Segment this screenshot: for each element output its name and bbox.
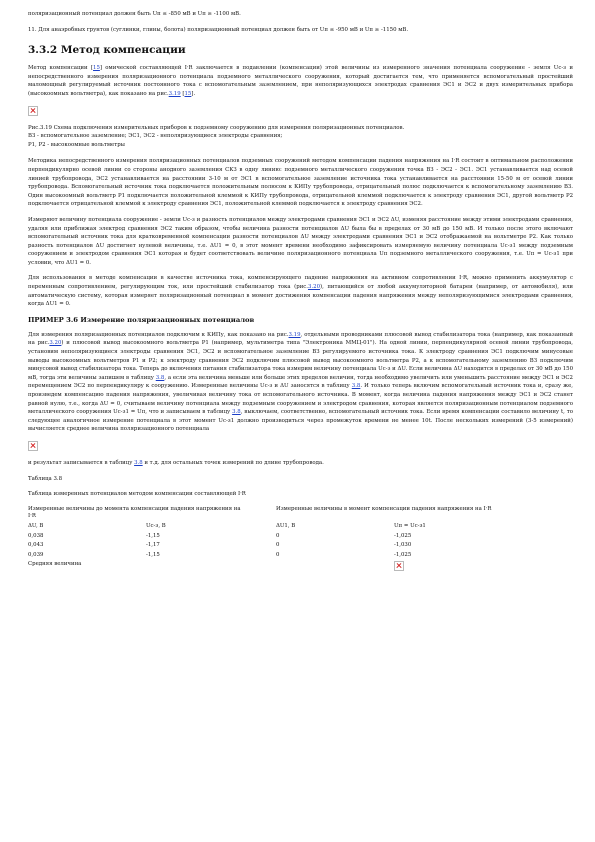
table-group-left: Измеренные величины до момента компенсации падения напряжения на I·R bbox=[28, 505, 241, 520]
table-cell: -1,025 bbox=[394, 532, 412, 539]
text-segment: , выключаем, соответственно, вспомогательный источник тока. Если время компенсации составило величину t, то следующее аналогичное измерение потенциала в этот момент Uс-з1 должно производиться через промежуток времени не менее 10t. После нескольких измерений (3-5 измерений) вычисляется среднее величина поляризационного потенциала bbox=[28, 409, 573, 433]
paragraph-methodology: Методика непосредственного измерения поляризационных потенциалов подземных сооружений методом компенсации падения напряжения на I·R состоит в оптимальном расположении перпендикулярно осевой линии со стороны анодного заземления СКЗ в одну линию: подземного металлического сооружения точка ВЗ - ЭС2 - ЭС1. ЭС1 устанавливается над осевой линией трубопровода, ЭС2 устанавливается на расстоянии 3-10 м от ЭС1 в вспомогательное заземление источника тока устанавливается на расстоянии 15-50 м от осевой линии трубопровода. Вспомогательный источник тока подключается положительным полюсом к КИПу трубопровода, отрицательный полюс подключается к вспомогательному заземлению ВЗ. Один высокоомный вольтметр Р1 подключается положительной клеммой к КИПу трубопровода, отрицательной клеммой подключается к электроду сравнения ЭС1, другой вольтметр Р2 подключается отрицательной клеммой к электроду сравнения ЭС1, положительной клеммой подключается к электроду сравнения ЭС2. bbox=[28, 158, 573, 208]
figure-3-19-image bbox=[28, 106, 573, 118]
table-header-cell: Uп = Uс-з1 bbox=[394, 522, 426, 529]
paragraph-compensation-method bbox=[28, 64, 573, 98]
formula-image bbox=[28, 441, 573, 453]
table-header-cell: ΔU1, В bbox=[276, 522, 296, 529]
caption-line-1: Рис.3.19 Схема подключения измерительных приборов к подземному сооружению для измерения поляризационных потенциалов. bbox=[28, 124, 405, 131]
broken-image-icon bbox=[28, 106, 38, 116]
table-cell bbox=[276, 561, 394, 577]
text-segment: [ bbox=[180, 90, 185, 97]
table-link-3-8[interactable]: 3.8 bbox=[155, 374, 165, 381]
table-cell: 0 bbox=[276, 532, 280, 539]
table-cell: -1,17 bbox=[146, 542, 160, 549]
table-cell bbox=[394, 561, 573, 577]
table-footer-label: Средняя величина bbox=[28, 561, 82, 568]
figure-caption bbox=[28, 124, 573, 150]
table-link-3-8[interactable]: 3.8 bbox=[232, 409, 241, 416]
table-cell: -1,025 bbox=[394, 551, 412, 558]
figure-link-3-20[interactable]: 3.20 bbox=[308, 284, 321, 291]
table-link-3-8[interactable]: 3.8 bbox=[134, 459, 143, 466]
text-segment: ), питающийся от любой аккумуляторной батареи (например, от автомобиля), или автоматическую систему, которая измеряет поляризационный потенциал в момент достижения компенсации падения напряжения между неполяризующимися электродами сравнения, когда ΔU1 = 0. bbox=[28, 284, 574, 308]
table-cell: 0,039 bbox=[28, 551, 44, 558]
table-footer-row bbox=[28, 561, 573, 577]
document-page bbox=[28, 10, 573, 577]
paragraph-example bbox=[28, 331, 573, 434]
text-segment: , а если эта величина меньше или больше этих пределов величин, тогда необходимо увеличить или уменьшить расстояние между ЭС1 и ЭС2 перемещением ЭС2 по перпендикуляру к сооружению. Измеренные величины Uс-з и ΔU заносятся в таблицу bbox=[28, 374, 573, 390]
top-line: поляризационный потенциал должен быть Uп ≤ -850 мВ и Uп ≥ -1100 мВ. bbox=[28, 11, 241, 17]
text-segment: ) и плюсовой вывод высокоомного вольтметра Р1 (например, мультиметра типа "Электроника ММЦ-01"). На одной линии, перпендикулярной осевой линии трубопровода, установим неполяризующиеся электроды сравнения ЭС1, ЭС2 и вспомогательное заземление ВЗ регулируемого источника тока. К электроду сравнения ЭС1 подключим минусовые выводы высокоомных вольтметров Р1 и Р2; к электроду сравнения ЭС2 подключим плюсовой вывод высокоомного вольтметра Р2, а к вспомогательному заземлению ВЗ подключим минусовой вывод стабилизатора тока. Теперь до включения питания стабилизатора тока измерим величину потенциала Uс-з и ΔU. Если величина ΔU находится в пределах от 30 мВ до 150 мВ, тогда эти величины запишем в таблицу bbox=[28, 340, 574, 381]
text-segment: Для измерения поляризационных потенциалов подключим к КИПу, как показано на рис. bbox=[28, 331, 289, 338]
table-cell: 0,038 bbox=[28, 532, 44, 539]
text-segment: . И только теперь включим вспомогательный источник тока и, сразу же, произведем компенсацию падения напряжения, увеличивая величину тока от вспомогательного источника. В момент, когда величина падения напряжения между ЭС1 и ЭС2 станет равной нулю, т.е., когда ΔU = 0, считываем величину потенциала между подземным сооружением и электродом сравнения, которая является поляризационным потенциалом подземного металлического сооружения Uс-з1 = Uп, что и записываем в таблицу bbox=[28, 383, 573, 416]
table-title: Таблица измеренных потенциалов методом компенсации составляющей I·R bbox=[28, 491, 246, 498]
table-row bbox=[28, 552, 573, 562]
text-segment: и т.д. для остальных точек измерений по длине трубопровода. bbox=[142, 459, 324, 466]
table-header-row bbox=[28, 523, 573, 533]
text-segment: ]. bbox=[191, 90, 196, 97]
figure-link-3-19[interactable]: 3.19 bbox=[168, 90, 181, 97]
text-segment: Метод компенсации [ bbox=[28, 65, 94, 72]
table-header-cell: ΔU, В bbox=[28, 522, 44, 529]
table-cell: -1,15 bbox=[146, 532, 160, 539]
broken-image-icon bbox=[394, 561, 404, 571]
broken-image-icon bbox=[28, 441, 38, 451]
reference-link-15[interactable]: 15 bbox=[93, 65, 100, 72]
table-group-right: Измеренные величины в момент компенсации падения напряжения на I·R bbox=[276, 505, 492, 512]
table-row bbox=[28, 533, 573, 543]
table-cell: 0 bbox=[276, 542, 280, 549]
example-title: ПРИМЕР 3.6 Измерение поляризационных потенциалов bbox=[28, 315, 255, 324]
caption-line-3: Р1, Р2 - высокоомные вольтметры bbox=[28, 141, 125, 148]
paragraph-current-source bbox=[28, 274, 573, 308]
reference-link-15[interactable]: 15 bbox=[184, 90, 192, 97]
text-segment: Для использования в методе компенсации в качестве источника тока, компенсирующего падение напряжения на активном сопротивлении I·R, можно применить аккумулятор с переменным сопротивлением, регулирующим ток, или простейший стабилизатор тока (рис. bbox=[28, 275, 573, 291]
table-cell: -1,15 bbox=[146, 551, 160, 558]
caption-line-2: ВЗ - вспомогательное заземление; ЭС1, ЭС2 - неполяризующиеся электроды сравнения; bbox=[28, 133, 283, 140]
table-group-header-row bbox=[28, 506, 573, 523]
paragraph-result bbox=[28, 459, 573, 468]
table-cell: 0,043 bbox=[28, 542, 44, 549]
text-segment: ] омической составляющей I·R заключается в подавлении (компенсации) этой величины из измеренного значения потенциала сооружение - земля Uс-з и непосредственного измерения поляризационного потенциала подземного металлического сооружения, который достигается тем, что применяется вспомогательный простейший маломощный регулируемый источник постоянного тока с вспомогательным заземлением, при неполяризующихся электродах сравнения ЭС1 и ЭС2 и двух измерительных прибора (высокоомных вольтметра), как показано на рис. bbox=[28, 65, 574, 97]
section-title: 3.3.2 Метод компенсации bbox=[28, 44, 186, 57]
table-link-3-8[interactable]: 3.8 bbox=[351, 383, 361, 390]
table-label: Таблица 3.8 bbox=[28, 475, 63, 482]
paragraph-measurement: Измеряют величину потенциала сооружение - земли Uс-з и разность потенциалов между электродами сравнения ЭС1 и ЭС2 ΔU, изменяя расстояние между этими электродами сравнения, удаляя или приближая электрод сравнения ЭС2 таким образом, чтобы величина разности потенциалов ΔU была бы в пределах от 30 мВ до 150 мВ. И только после этого включают вспомогательный источник тока для кратковременной компенсации разности потенциалов ΔU между электродами сравнения ЭС1 и ЭС2 отображаемой на вольтметре Р2. Как только разность потенциалов ΔU достигнет нулевой величины, т.е. ΔU1 = 0, в этот момент времени необходимо зафиксировать измеряемую величину потенциала Uс-з1 между подземным сооружением и электродом сравнения ЭС1 которая и будет соответствовать величине поляризационного потенциала Uп подземного металлического сооружения, т.е. Uп = Uс-з1 при условии, что ΔU1 = 0. bbox=[28, 216, 573, 266]
potentials-table bbox=[28, 506, 573, 577]
table-cell: 0 bbox=[276, 551, 280, 558]
text-segment: и результат записывается в таблицу bbox=[28, 459, 135, 466]
figure-link-3-20[interactable]: 3.20 bbox=[49, 340, 62, 347]
table-header-cell: Uс-з, В bbox=[146, 522, 166, 529]
figure-link-3-19[interactable]: 3.19 bbox=[288, 331, 301, 338]
table-row bbox=[28, 542, 573, 552]
table-cell: -1,030 bbox=[394, 542, 412, 549]
text-segment: , отдельными проводниками плюсовой вывод стабилизатора тока (например, как показанный на рис. bbox=[28, 331, 573, 347]
item-11: 11. Для анаэробных грунтов (суглинки, глины, болота) поляризационный потенциал должен быть от Uп ≤ -950 мВ и Uп ≥ -1150 мВ. bbox=[28, 26, 409, 33]
